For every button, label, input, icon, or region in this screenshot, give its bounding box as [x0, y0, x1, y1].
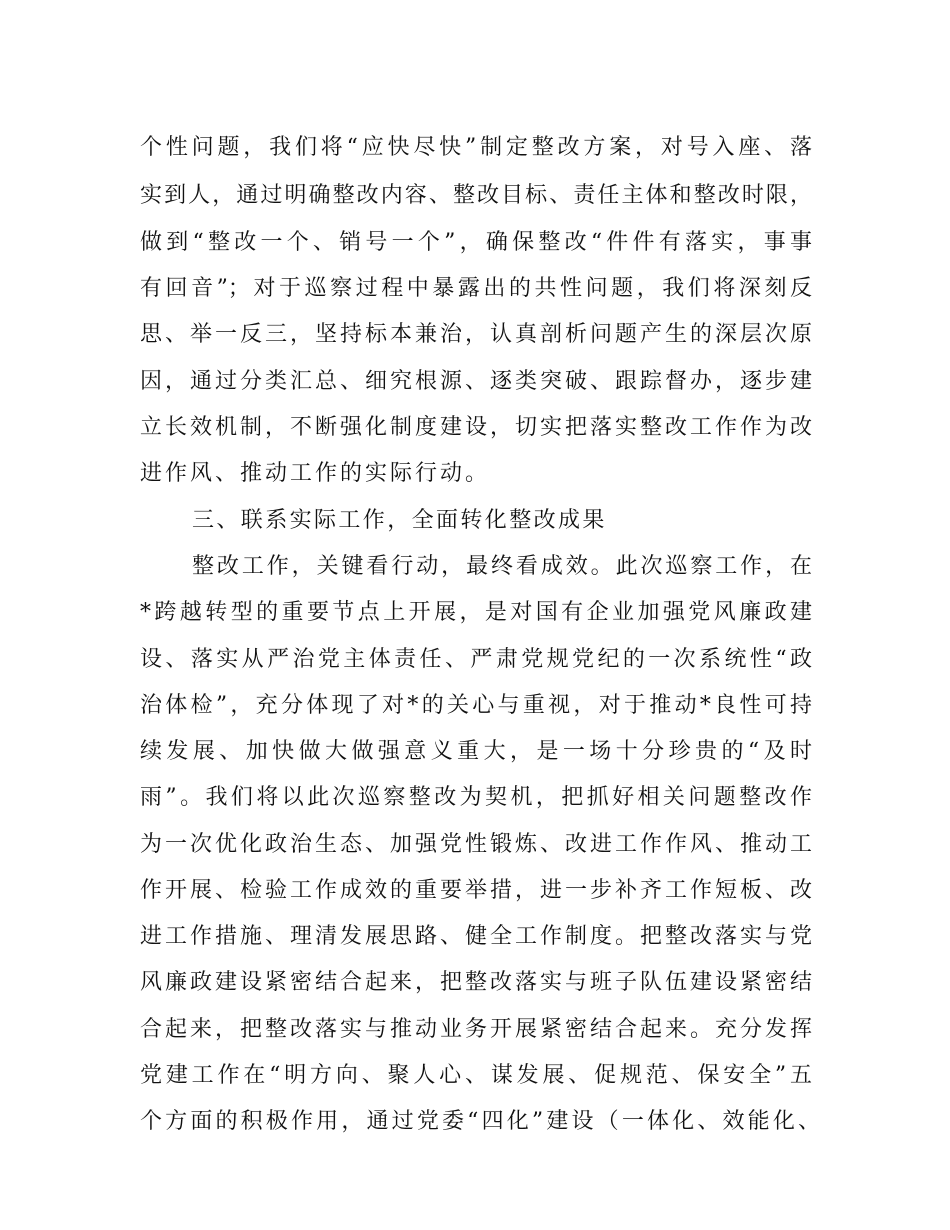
text-line: 进作风、推动工作的实际行动。 — [140, 461, 491, 486]
section-heading: 三、联系实际工作，全面转化整改成果 — [192, 508, 607, 533]
text-line: 进工作措施、理清发展思路、健全工作制度。把整改落实与党 — [140, 924, 812, 949]
text-line: *跨越转型的重要节点上开展，是对国有企业加强党风廉政建 — [140, 600, 812, 625]
text-line: 续发展、加快做大做强意义重大，是一场十分珍贵的“及时 — [140, 739, 812, 764]
text-line: 实到人，通过明确整改内容、整改目标、责任主体和整改时限， — [140, 183, 812, 208]
text-line: 合起来，把整改落实与推动业务开展紧密结合起来。充分发挥 — [140, 1017, 812, 1042]
text-line: 整改工作，关键看行动，最终看成效。此次巡察工作，在 — [192, 554, 812, 579]
text-line: 立长效机制，不断强化制度建设，切实把落实整改工作作为改 — [140, 415, 812, 440]
text-line: 治体检”，充分体现了对*的关心与重视，对于推动*良性可持 — [140, 693, 812, 718]
text-line: 个方面的积极作用，通过党委“四化”建设（一体化、效能化、 — [140, 1109, 820, 1134]
text-line: 党建工作在“明方向、聚人心、谋发展、促规范、保安全”五 — [140, 1063, 812, 1088]
text-line: 作开展、检验工作成效的重要举措，进一步补齐工作短板、改 — [140, 878, 812, 903]
text-line: 有回音”；对于巡察过程中暴露出的共性问题，我们将深刻反 — [140, 276, 812, 301]
text-line: 个性问题，我们将“应快尽快”制定整改方案，对号入座、落 — [140, 135, 812, 160]
text-line: 设、落实从严治党主体责任、严肃党规党纪的一次系统性“政 — [140, 647, 812, 672]
text-line: 雨”。我们将以此次巡察整改为契机，把抓好相关问题整改作 — [140, 785, 812, 810]
text-line: 为一次优化政治生态、加强党性锻炼、改进工作作风、推动工 — [140, 832, 812, 857]
text-line: 因，通过分类汇总、细究根源、逐类突破、跟踪督办，逐步建 — [140, 369, 812, 394]
text-line: 做到“整改一个、销号一个”，确保整改“件件有落实，事事 — [140, 230, 812, 255]
text-line: 风廉政建设紧密结合起来，把整改落实与班子队伍建设紧密结 — [140, 970, 812, 995]
text-line: 思、举一反三，坚持标本兼治，认真剖析问题产生的深层次原 — [140, 322, 812, 347]
